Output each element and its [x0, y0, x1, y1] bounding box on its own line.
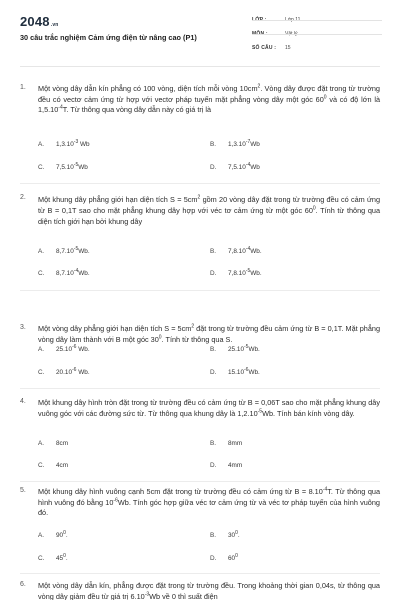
meta-count-label: SỐ CÂU :	[252, 45, 277, 51]
meta-class-value: Lớp 11	[285, 17, 301, 23]
question-divider	[20, 573, 380, 574]
page-header	[0, 0, 400, 64]
option-c[interactable]: C. $45^0$.	[38, 552, 68, 562]
meta-count-value: 15	[285, 45, 291, 51]
question-text: Một khung dây hình vuông cạnh 5cm đặt trong từ trường đều có cảm ứng từ $B = 8.10^{-4}T$. Từ thông qua hình vuông đó bằng $10^{-6}Wb$. Tính góc hợp giữa véc tơ cảm ứng từ và véc tơ pháp tuyến của hình vuông đó.	[38, 486, 380, 517]
question-5	[20, 487, 382, 521]
option-b[interactable]: B. $25.10^{-5}Wb$.	[210, 343, 260, 353]
option-c[interactable]: C. 4cm	[38, 462, 69, 469]
option-d[interactable]: D. $7,8.10^{-5}Wb$.	[210, 267, 262, 277]
question-divider	[20, 183, 380, 184]
question-2	[20, 194, 382, 234]
question-number: 2.	[20, 194, 26, 201]
site-logo[interactable]	[20, 14, 59, 29]
logo-text: 2048	[20, 14, 50, 29]
question-text: Một vòng dây dẫn kín phẳng có 100 vòng, diện tích mỗi vòng $10cm^2$. Vòng dây được đặt trong từ trường đều có vectơ cảm ứng từ hợp với vectơ pháp tuyến mặt phẳng vòng dây một góc $60^0$ và có độ lớn là $1,5.10^{-4}T$. Từ thông qua vòng dây dẫn này có giá trị là	[38, 83, 380, 114]
question-number: 6.	[20, 581, 26, 588]
question-4	[20, 398, 382, 432]
option-b[interactable]: B. $7,8.10^{-4}Wb$.	[210, 245, 262, 255]
option-a[interactable]: A. $8,7.10^{-5}Wb$.	[38, 245, 90, 255]
option-b[interactable]: B. 8mm	[210, 440, 243, 447]
question-text: Một vòng dây dẫn kín, phẳng được đặt trong từ trường đều. Trong khoảng thời gian 0,04s, từ thông qua vòng dây giảm đều từ giá trị $6.10^{-3}Wb$ về 0 thì suất điện	[38, 581, 380, 600]
option-c[interactable]: C. $7,5.10^{-5}Wb$	[38, 161, 88, 171]
meta-divider	[252, 20, 382, 21]
option-c[interactable]: C. $20.10^{-6}$ Wb.	[38, 366, 90, 376]
question-number: 5.	[20, 487, 26, 494]
question-text: Một khung dây phẳng giới hạn diện tích $S = 5cm^2$ gồm 20 vòng dây đặt trong từ trường đều có cảm ứng từ B = 0,1T sao cho mặt phẳng khung dây hợp với véc tơ cảm ứng từ một góc $60^0$. Tính từ thông qua diện tích giới hạn bởi khung dây	[38, 194, 381, 226]
question-6	[20, 581, 382, 600]
meta-class-label: LỚP :	[252, 17, 267, 23]
question-text: Một vòng dây phẳng giới hạn diện tích $S = 5cm^2$ đặt trong từ trường đều cảm ứng từ B = 0,1T. Mặt phẳng vòng dây làm thành với B một góc $30^0$. Tính từ thông qua S.	[38, 323, 380, 344]
option-d[interactable]: D. 4mm	[210, 462, 243, 469]
header-divider	[20, 66, 380, 67]
option-b[interactable]: B. $30^0$.	[210, 529, 240, 539]
meta-subject-value: Vật lý	[285, 31, 298, 37]
question-divider	[20, 481, 380, 482]
logo-suffix: .vn	[50, 22, 59, 28]
option-a[interactable]: A. $25.10^{-6}$ Wb.	[38, 343, 90, 353]
question-divider	[20, 290, 380, 291]
question-number: 4.	[20, 398, 26, 405]
option-c[interactable]: C. $8,7.10^{-4}Wb$.	[38, 267, 90, 277]
option-d[interactable]: D. $15.10^{-6}Wb$.	[210, 366, 260, 376]
option-d[interactable]: D. $7,5.10^{-4}Wb$	[210, 161, 260, 171]
option-a[interactable]: A. 8cm	[38, 440, 69, 447]
option-b[interactable]: B. $1,3.10^{-7}Wb$	[210, 138, 260, 148]
meta-divider	[252, 34, 382, 35]
question-divider	[20, 388, 380, 389]
option-a[interactable]: A. $1,3.10^{-3}$ Wb	[38, 138, 90, 148]
question-text: Một khung dây hình tròn đặt trong từ trường đều có cảm ứng từ B = 0,06T sao cho mặt phẳng khung dây vuông góc với các đường sức từ. Từ thông qua khung dây là $1,2.10^{-5}Wb$. Tính bán kính vòng dây.	[38, 398, 380, 418]
meta-subject-label: MÔN :	[252, 31, 268, 37]
document-title: 30 câu trắc nghiệm Cảm ứng điện từ nâng cao (P1)	[20, 33, 197, 42]
question-number: 1.	[20, 84, 26, 91]
option-d[interactable]: D. $60^0$	[210, 552, 238, 562]
option-a[interactable]: A. $90^0$.	[38, 529, 68, 539]
question-number: 3.	[20, 324, 26, 331]
